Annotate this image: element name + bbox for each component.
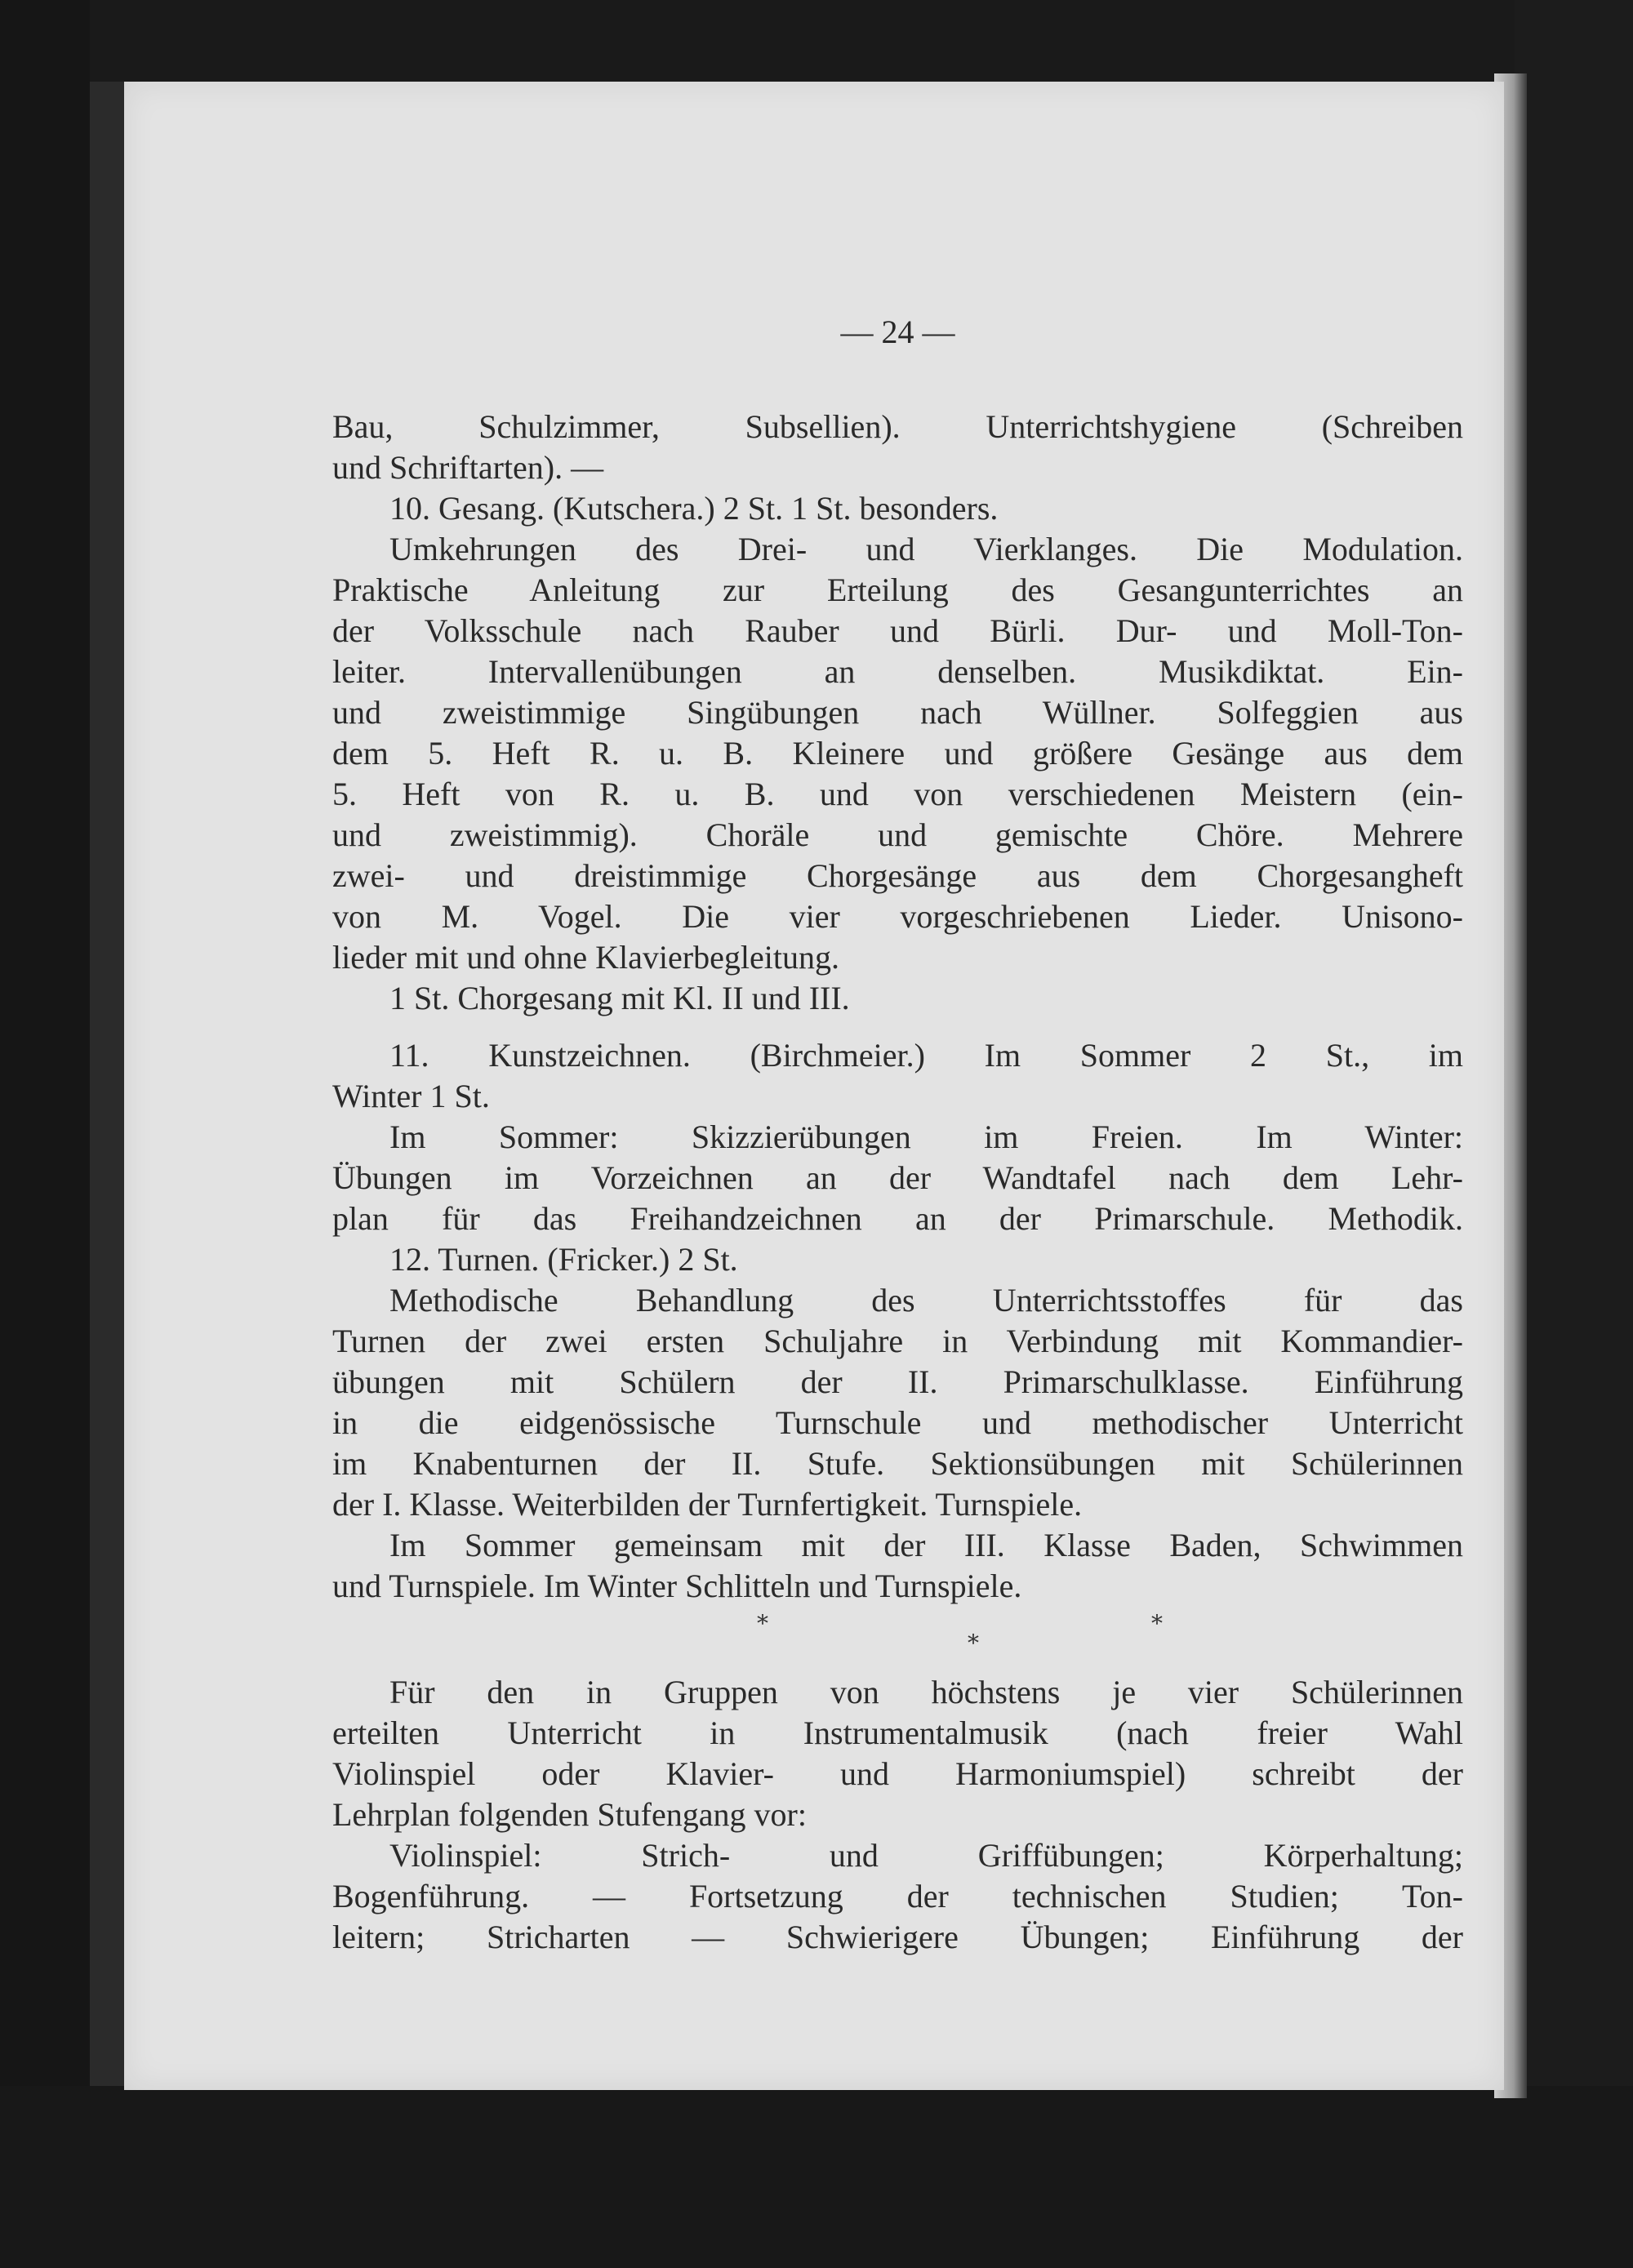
section-heading: Violinspiel: Strich- und Griffübungen; Körperhaltung; [389,1837,1463,1874]
text-line: Praktische Anleitung zur Erteilung des Gesangunterrichtes an [332,571,1463,608]
text-line: von M. Vogel. Die vier vorgeschriebenen Lieder. Unisono- [332,898,1463,935]
text-line: plan für das Freihandzeichnen an der Primarschule. Methodik. [332,1200,1463,1237]
page-number: — 24 — [840,314,955,350]
document-page [124,82,1504,2090]
text-line: der I. Klasse. Weiterbilden der Turnfertigkeit. Turnspiele. [332,1486,1083,1523]
scan-background-left [0,0,90,2268]
text-line: in die eidgenössische Turnschule und methodischer Unterricht [332,1404,1463,1441]
text-line: Bau, Schulzimmer, Subsellien). Unterrichtshygiene (Schreiben [332,408,1463,445]
text-line: übungen mit Schülern der II. Primarschulklasse. Einführung [332,1363,1463,1400]
section-heading: 10. Gesang. (Kutschera.) 2 St. 1 St. besonders. [389,490,999,527]
section-break [332,1610,1463,1675]
text-line: der Volksschule nach Rauber und Bürli. Dur- und Moll-Ton- [332,612,1463,649]
text-line: Umkehrungen des Drei- und Vierklanges. Die Modulation. [389,531,1463,567]
section-heading: 12. Turnen. (Fricker.) 2 St. [389,1241,738,1278]
text-line: und Schriftarten). — [332,449,604,486]
text-line: erteilten Unterricht in Instrumentalmusik (nach freier Wahl [332,1714,1463,1751]
text-line: Lehrplan folgenden Stufengang vor: [332,1796,807,1833]
text-line: 5. Heft von R. u. B. und von verschiedenen Meistern (ein- [332,776,1463,812]
section-heading: 11. Kunstzeichnen. (Birchmeier.) Im Sommer 2 St., im [389,1037,1463,1074]
text-line: Übungen im Vorzeichnen an der Wandtafel nach dem Lehr- [332,1159,1463,1196]
text-line: und Turnspiele. Im Winter Schlitteln und Turnspiele. [332,1568,1022,1604]
text-line: zwei- und dreistimmige Chorgesänge aus dem Chorgesangheft [332,857,1463,894]
text-line: lieder mit und ohne Klavierbegleitung. [332,939,839,976]
text-line: Methodische Behandlung des Unterrichtsstoffes für das [389,1282,1463,1319]
scan-background-bottom [0,2086,1633,2268]
text-line: Winter 1 St. [332,1078,490,1114]
text-line: dem 5. Heft R. u. B. Kleinere und größere Gesänge aus dem [332,735,1463,772]
text-line: und zweistimmig). Choräle und gemischte Chöre. Mehrere [332,816,1463,853]
text-line: leitern; Stricharten — Schwierigere Übungen; Einführung der [332,1919,1463,1955]
text-line: 1 St. Chorgesang mit Kl. II und III. [389,980,850,1016]
text-line: Für den in Gruppen von höchstens je vier Schülerinnen [389,1674,1463,1710]
text-line: und zweistimmige Singübungen nach Wüllner. Solfeggien aus [332,694,1463,731]
text-line: Bogenführung. — Fortsetzung der technischen Studien; Ton- [332,1878,1463,1914]
text-line: Im Sommer: Skizzierübungen im Freien. Im Winter: [389,1118,1463,1155]
scan-background-top [0,0,1633,82]
text-line: im Knabenturnen der II. Stufe. Sektionsübungen mit Schülerinnen [332,1445,1463,1482]
text-line: Turnen der zwei ersten Schuljahre in Verbindung mit Kommandier- [332,1323,1463,1359]
text-line: Im Sommer gemeinsam mit der III. Klasse Baden, Schwimmen [389,1527,1463,1563]
asterisk: * [968,1630,979,1657]
text-line: Violinspiel oder Klavier- und Harmoniumspiel) schreibt der [332,1755,1463,1792]
asterisk: * [757,1610,768,1637]
text-line: leiter. Intervallenübungen an denselben. Musikdiktat. Ein- [332,653,1463,690]
scan-background-right [1515,0,1633,2268]
asterisk: * [1151,1610,1163,1637]
